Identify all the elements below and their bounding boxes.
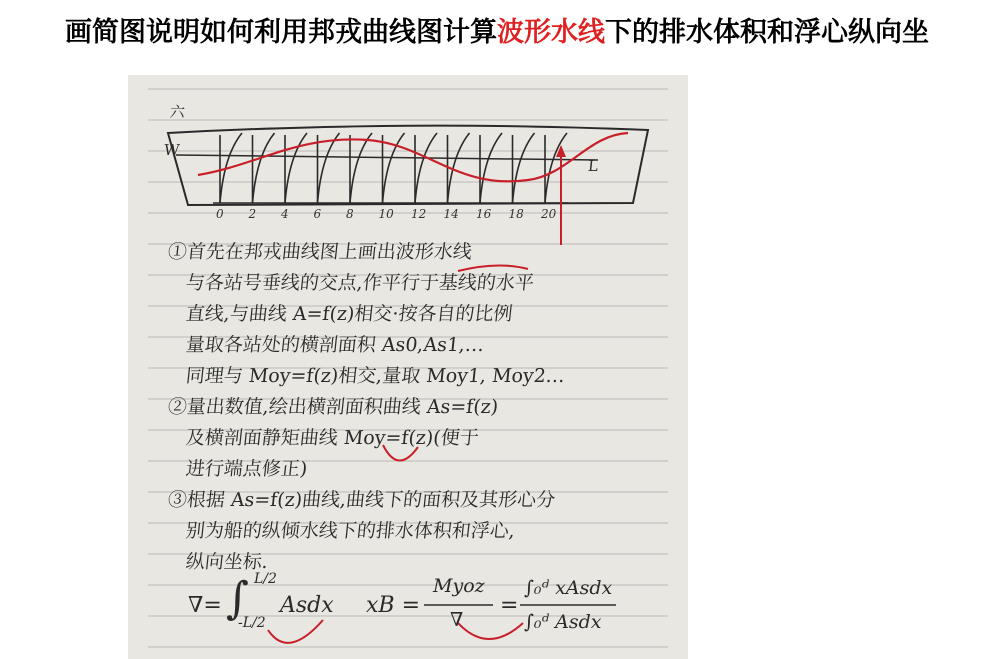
station-tick-label: 8: [346, 207, 354, 221]
bonjean-curve: [285, 133, 307, 203]
xb-lhs: xB =: [366, 593, 421, 618]
station-tick-label: 6: [313, 207, 322, 221]
bonjean-curve: [253, 133, 275, 203]
station-tick-label: 16: [476, 207, 492, 221]
note-line-8: 进行端点修正): [184, 458, 309, 480]
xb-integral-denominator: ∫₀ᵈ Asdx: [524, 611, 602, 633]
station-tick-label: 12: [411, 207, 427, 221]
station-tick-label: 14: [443, 207, 459, 221]
waterline: [176, 155, 598, 160]
note-line-6: ②量出数值,绘出横剖面积曲线 As=f(z): [166, 396, 500, 418]
volume-lhs: ∇=: [188, 593, 222, 618]
page-title: [0, 10, 994, 49]
bonjean-curve: [318, 133, 340, 203]
note-line-2: 与各站号垂线的交点,作平行于基线的水平: [184, 272, 536, 294]
station-tick-label: 10: [378, 207, 394, 221]
bonjean-curve: [545, 133, 567, 203]
title-highlight: 波形水线: [497, 17, 605, 48]
note-line-10: 别为船的纵倾水线下的排水体积和浮心,: [184, 520, 517, 542]
note-line-4: 量取各站处的横剖面积 As0,As1,…: [184, 334, 486, 356]
notebook-photo: [128, 75, 688, 659]
note-line-1: ①首先在邦戎曲线图上画出波形水线: [166, 241, 474, 263]
volume-integrand: Asdx: [280, 593, 334, 618]
bonjean-curves: [220, 133, 567, 203]
integral-sign: ∫: [226, 573, 249, 624]
title-prefix: 画简图说明如何利用邦戎曲线图计算: [65, 17, 497, 48]
station-tick-label: 4: [281, 207, 289, 221]
bonjean-curve: [513, 133, 535, 203]
note-line-7: 及横剖面静矩曲线 Moy=f(z)(便于: [184, 427, 480, 449]
bonjean-curve: [350, 133, 372, 203]
bonjean-curve: [415, 133, 437, 203]
station-tick-label: 0: [216, 207, 224, 221]
diagram-top-label: 六: [169, 103, 186, 121]
note-line-5: 同理与 Moy=f(z)相交,量取 Moy1, Moy2…: [184, 365, 567, 387]
xb-integral-numerator: ∫₀ᵈ xAsdx: [524, 577, 613, 599]
diagram-l-label: L: [587, 157, 599, 175]
note-line-9: ③根据 As=f(z)曲线,曲线下的面积及其形心分: [166, 489, 557, 511]
red-mark-3: [458, 623, 523, 639]
volume-lower-limit: -L/2: [238, 615, 266, 631]
xb-equals: =: [500, 593, 519, 618]
red-mark-2: [268, 620, 323, 643]
station-tick-label: 2: [248, 207, 257, 221]
volume-upper-limit: L/2: [254, 571, 277, 587]
station-tick-label: 20: [541, 207, 557, 221]
note-line-11: 纵向坐标.: [184, 551, 270, 573]
xb-denominator: ∇: [450, 609, 464, 631]
title-suffix: 下的排水体积和浮心纵向坐: [605, 17, 929, 48]
xb-numerator: Myoz: [433, 575, 485, 597]
bonjean-curve: [480, 133, 502, 203]
note-line-3: 直线,与曲线 A=f(z)相交·按各自的比例: [184, 303, 514, 325]
station-tick-label: 18: [508, 207, 524, 221]
diagram-w-label: W: [163, 141, 181, 159]
